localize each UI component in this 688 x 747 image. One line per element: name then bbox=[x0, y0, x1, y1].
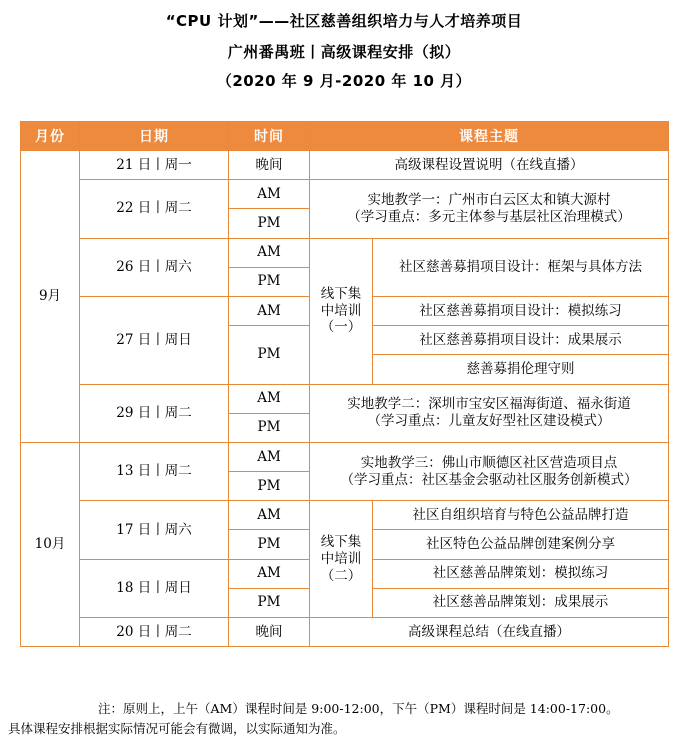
time-cell: AM bbox=[229, 559, 310, 588]
table-row bbox=[21, 442, 669, 471]
time-cell: PM bbox=[229, 588, 310, 617]
schedule-disclaimer: 具体课程安排根据实际情况可能会有微调，以实际通知为准。 bbox=[8, 721, 346, 736]
topic-cell: 社区慈善募捐项目设计：框架与具体方法 bbox=[373, 238, 669, 296]
topic-line: （学习重点：多元主体参与基层社区治理模式） bbox=[347, 208, 631, 225]
date-cell: 20 日丨周二 bbox=[80, 618, 229, 647]
schedule-note: 注：原则上，上午（AM）课程时间是 9:00-12:00，下午（PM）课程时间是 14:00-17:00。 bbox=[98, 701, 619, 716]
time-cell: AM bbox=[229, 501, 310, 530]
training-cell-1 bbox=[310, 238, 373, 384]
time-cell: AM bbox=[229, 180, 310, 209]
time-cell: PM bbox=[229, 209, 310, 238]
topic-cell: 社区特色公益品牌创建案例分享 bbox=[373, 530, 669, 559]
topic-cell bbox=[310, 384, 669, 442]
time-cell: AM bbox=[229, 442, 310, 471]
topic-cell: 高级课程设置说明（在线直播） bbox=[310, 151, 669, 180]
time-cell: AM bbox=[229, 238, 310, 267]
month-cell-oct: 10月 bbox=[21, 442, 80, 646]
time-cell: PM bbox=[229, 326, 310, 384]
date-cell: 21 日丨周一 bbox=[80, 151, 229, 180]
time-cell: PM bbox=[229, 267, 310, 296]
date-cell: 26 日丨周六 bbox=[80, 238, 229, 296]
date-range: （2020 年 9 月-2020 年 10 月） bbox=[216, 72, 472, 90]
table-header-row bbox=[21, 122, 669, 151]
training-label-line: 中培训 bbox=[320, 302, 362, 319]
column-header-month: 月份 bbox=[21, 122, 80, 151]
date-cell: 17 日丨周六 bbox=[80, 501, 229, 559]
date-cell: 27 日丨周日 bbox=[80, 296, 229, 384]
document-subtitle: 广州番禺班丨高级课程安排（拟） bbox=[227, 43, 461, 61]
training-label-line: （二） bbox=[320, 567, 362, 584]
date-cell: 22 日丨周二 bbox=[80, 180, 229, 238]
time-cell: 晚间 bbox=[229, 618, 310, 647]
time-cell: PM bbox=[229, 472, 310, 501]
topic-cell: 社区慈善品牌策划：模拟练习 bbox=[373, 559, 669, 588]
time-cell: AM bbox=[229, 296, 310, 325]
topic-line: 实地教学二：深圳市宝安区福海街道、福永街道 bbox=[347, 396, 631, 413]
topic-line: （学习重点：儿童友好型社区建设模式） bbox=[367, 413, 611, 430]
table-row bbox=[21, 151, 669, 180]
topic-cell bbox=[310, 442, 669, 500]
topic-cell: 高级课程总结（在线直播） bbox=[310, 618, 669, 647]
time-cell: PM bbox=[229, 413, 310, 442]
topic-cell: 社区慈善募捐项目设计：成果展示 bbox=[373, 326, 669, 355]
training-label-line: （一） bbox=[320, 319, 362, 336]
table-row bbox=[21, 384, 669, 413]
schedule-table bbox=[20, 121, 669, 647]
training-label-line: 线下集 bbox=[320, 533, 362, 550]
time-cell: 晚间 bbox=[229, 151, 310, 180]
date-cell: 18 日丨周日 bbox=[80, 559, 229, 617]
document-title: “CPU 计划”——社区慈善组织培力与人才培养项目 bbox=[165, 12, 523, 30]
table-row bbox=[21, 180, 669, 209]
training-label-line: 中培训 bbox=[320, 550, 362, 567]
topic-cell: 社区自组织培育与特色公益品牌打造 bbox=[373, 501, 669, 530]
time-cell: AM bbox=[229, 384, 310, 413]
table-row bbox=[21, 501, 669, 530]
topic-cell: 社区慈善募捐项目设计：模拟练习 bbox=[373, 296, 669, 325]
training-label-line: 线下集 bbox=[320, 285, 362, 302]
topic-line: （学习重点：社区基金会驱动社区服务创新模式） bbox=[340, 471, 638, 488]
topic-cell: 慈善募捐伦理守则 bbox=[373, 355, 669, 384]
column-header-date: 日期 bbox=[80, 122, 229, 151]
topic-line: 实地教学一：广州市白云区太和镇大源村 bbox=[367, 192, 611, 208]
date-cell: 29 日丨周二 bbox=[80, 384, 229, 442]
column-header-topic: 课程主题 bbox=[310, 122, 669, 151]
month-cell-sep: 9月 bbox=[21, 151, 80, 443]
topic-line: 实地教学三：佛山市顺德区社区营造项目点 bbox=[360, 454, 618, 471]
topic-cell bbox=[310, 180, 669, 238]
table-row bbox=[21, 618, 669, 647]
table-row bbox=[21, 238, 669, 267]
column-header-time: 时间 bbox=[229, 122, 310, 151]
training-cell-2 bbox=[310, 501, 373, 618]
time-cell: PM bbox=[229, 530, 310, 559]
topic-cell: 社区慈善品牌策划：成果展示 bbox=[373, 588, 669, 617]
date-cell: 13 日丨周二 bbox=[80, 442, 229, 500]
